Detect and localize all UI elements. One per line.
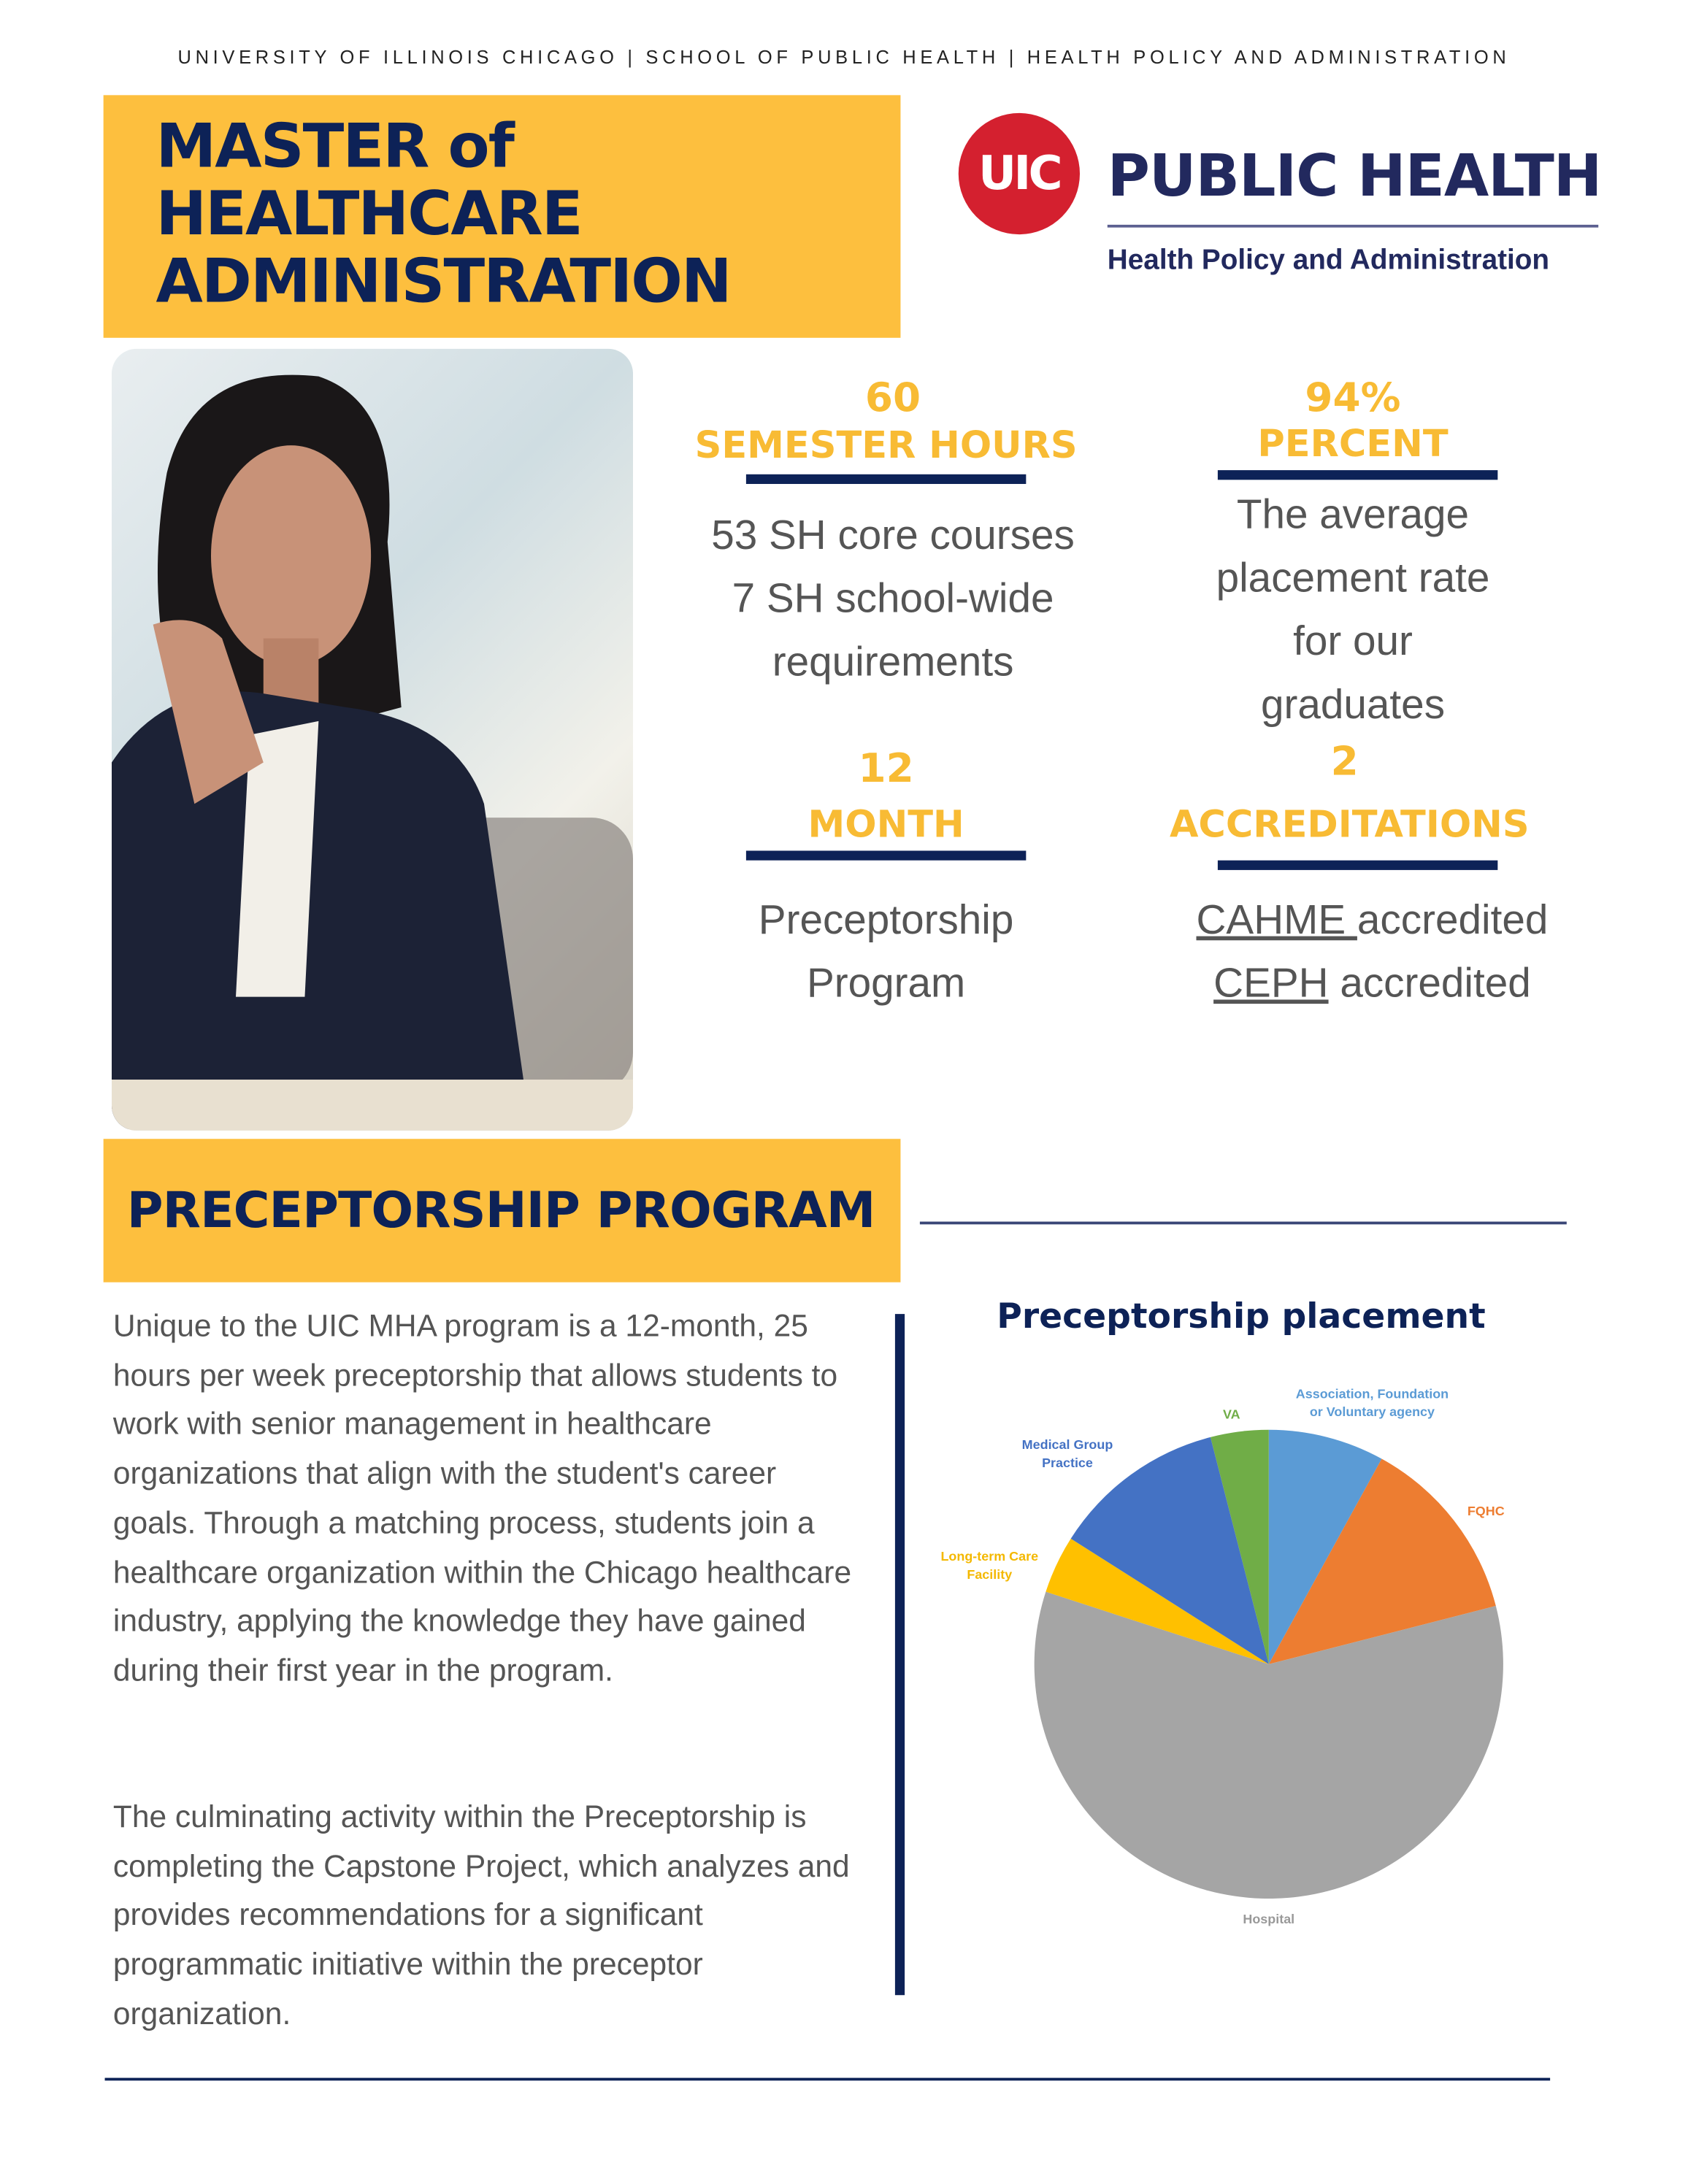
cahme-link[interactable]: CAHME xyxy=(1196,897,1357,944)
stat-semester-hours-label: SEMESTER HOURS xyxy=(694,424,1078,468)
stat-line: placement rate xyxy=(1216,555,1490,601)
stat-line: accredited xyxy=(1328,961,1531,1007)
stat-line: 53 SH core courses xyxy=(711,512,1075,559)
stat-placement-number: 94% xyxy=(1305,373,1401,421)
stat-month-label: MONTH xyxy=(807,804,964,847)
stat-placement-text xyxy=(1139,484,1567,738)
stat-placement-label: PERCENT xyxy=(1257,423,1449,466)
stat-divider xyxy=(1218,861,1497,870)
stat-line: 7 SH school-wide xyxy=(732,576,1054,622)
body-paragraph: Unique to the UIC MHA program is a 12-month, 25 hours per week preceptorship that allows students to work with senior management in healthcare organizations that align with the student's career goals. Through a matching process, students join a healthcare organization within the Chicago healthcare industry, applying the knowledge they have gained during their first year in the program. xyxy=(112,1308,852,1688)
pie-label-va: VA xyxy=(1222,1407,1240,1423)
pie-label-long-term-care: Long-term Care Facility xyxy=(940,1550,1039,1583)
portrait-illustration xyxy=(112,349,633,1131)
stat-line: graduates xyxy=(1260,682,1446,728)
accreditation-line xyxy=(1145,889,1600,953)
chart-title: Preceptorship placement xyxy=(997,1296,1486,1337)
title-line: MASTER of xyxy=(156,112,513,182)
stat-accreditations-number: 2 xyxy=(1330,737,1359,785)
stat-accreditations-label: ACCREDITATIONS xyxy=(1169,804,1530,847)
affiliation-line: UNIVERSITY OF ILLINOIS CHICAGO | SCHOOL OF PUBLIC HEALTH | HEALTH POLICY AND ADMINISTRATION xyxy=(177,47,1511,68)
stat-accreditations-text xyxy=(1145,889,1600,1016)
vertical-divider xyxy=(895,1314,905,1995)
pie-label-hospital: Hospital xyxy=(1243,1912,1295,1928)
section-title: PRECEPTORSHIP PROGRAM xyxy=(126,1183,875,1240)
accreditation-line xyxy=(1145,953,1600,1016)
logo-wordmark: PUBLIC HEALTH xyxy=(1107,142,1602,210)
body-paragraph: The culminating activity within the Preceptorship is completing the Capstone Project, which analyzes and provides recommendations for a significant programmatic initiative within the preceptor organization. xyxy=(112,1799,850,2031)
logo-subtitle: Health Policy and Administration xyxy=(1107,244,1550,276)
section-divider xyxy=(920,1222,1567,1224)
stat-line: Program xyxy=(806,961,966,1007)
student-photo xyxy=(112,349,633,1131)
pie-chart xyxy=(910,1365,1573,1944)
stat-line: The average xyxy=(1236,492,1470,538)
title-line: HEALTHCARE xyxy=(156,179,582,250)
stat-line: for our xyxy=(1293,619,1413,665)
stat-divider xyxy=(1218,470,1497,480)
stat-divider xyxy=(746,850,1026,860)
footer-divider xyxy=(105,2078,1551,2081)
title-line: ADMINISTRATION xyxy=(156,247,731,318)
page-title xyxy=(156,113,730,316)
logo-divider xyxy=(1108,225,1598,228)
stat-month-text xyxy=(676,889,1097,1016)
ceph-link[interactable]: CEPH xyxy=(1213,961,1329,1007)
pie-label-medical-group: Medical Group Practice xyxy=(1021,1438,1113,1472)
stat-month-number: 12 xyxy=(858,745,914,792)
pie-label-association: Association, Foundation or Voluntary agency xyxy=(1295,1387,1449,1420)
pie-label-fqhc: FQHC xyxy=(1467,1504,1505,1520)
stat-line: accredited xyxy=(1357,897,1549,944)
stat-line: Preceptorship xyxy=(758,897,1014,944)
stat-semester-hours-number: 60 xyxy=(864,373,921,421)
uic-logo-badge: UIC xyxy=(959,113,1080,234)
stat-line: requirements xyxy=(772,639,1014,685)
stat-semester-hours-text xyxy=(676,504,1110,695)
stat-divider xyxy=(746,474,1026,484)
